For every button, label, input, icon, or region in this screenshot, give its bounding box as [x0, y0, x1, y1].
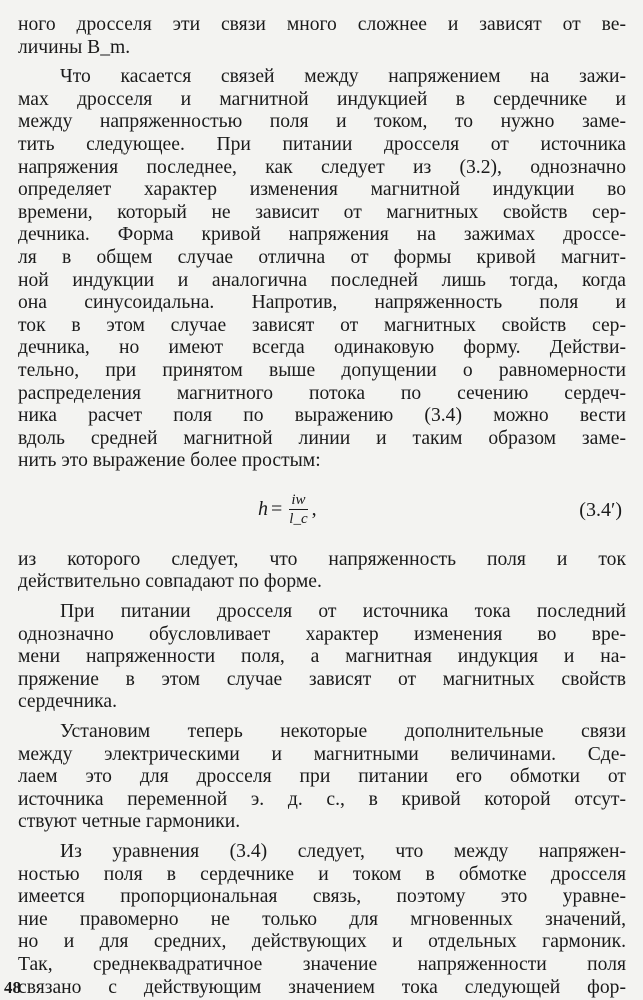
text-line: она синусоидальна. Напротив, напряженность поля и — [18, 292, 626, 314]
formula-denominator: l_c — [289, 510, 308, 527]
page-number: 48 — [4, 978, 21, 997]
text-line: личины B_m. — [18, 36, 131, 58]
text-line: ток в этом случае зависят от магнитных свойств сер- — [18, 314, 626, 336]
text-line: нить это выражение более простым: — [18, 450, 321, 472]
text-line: напряжения последнее, как следует из (3.2), однозначно — [18, 156, 626, 178]
page-body — [18, 14, 626, 999]
text-line: из которого следует, что напряженность поля и ток — [18, 548, 626, 570]
text-line: действительно совпадают по форме. — [18, 571, 322, 593]
text-line: определяет характер изменения магнитной индукции во — [18, 179, 626, 201]
text-line: но и для средних, действующих и отдельных гармоник. — [18, 931, 626, 953]
formula-numerator: iw — [291, 491, 306, 508]
text-line: вдоль средней магнитной линии и таким образом заме- — [18, 427, 626, 449]
formula-fraction — [289, 491, 307, 528]
paragraph-2 — [18, 549, 626, 594]
paragraph-3 — [18, 601, 626, 714]
text-line: При питании дросселя от источника тока последний — [60, 601, 626, 623]
equation-expression — [258, 491, 317, 528]
text-line: ника расчет поля по выражению (3.4) можно вести — [18, 405, 626, 427]
text-line: имеется пропорциональная связь, поэтому это уравне- — [18, 886, 626, 908]
text-line: распределения магнитного потока по сечению сердеч- — [18, 382, 626, 404]
text-line: тельно, при принятом выше допущении о равномерности — [18, 359, 626, 381]
text-line: мени напряженности поля, а магнитная индукция и на- — [18, 646, 626, 668]
text-line: дечника, но имеют всегда одинаковую форму. Действи- — [18, 337, 626, 359]
text-line: источника переменной э. д. с., в кривой которой отсут- — [18, 788, 626, 810]
text-line: однозначно обусловливает характер изменения во вре- — [18, 623, 626, 645]
text-line: лаем это для дросселя при питании его обмотки от — [18, 766, 626, 788]
equation-3-4-prime — [18, 487, 626, 539]
text-line: ной индукции и аналогична последней лишь тогда, когда — [18, 269, 626, 291]
text-line: ля в общем случае отлична от формы кривой магнит- — [18, 246, 626, 268]
text-line: ние правомерно не только для мгновенных значений, — [18, 908, 626, 930]
paragraph-4 — [18, 721, 626, 834]
text-line: ностью поля в сердечнике и током в обмотке дросселя — [18, 863, 626, 885]
formula-comma: , — [311, 497, 317, 520]
text-line: между электрическими и магнитными величинами. Сде- — [18, 743, 626, 765]
text-line: времени, который не зависит от магнитных свойств сер- — [18, 201, 626, 223]
paragraph-5 — [18, 841, 626, 999]
text-line: ствуют четные гармоники. — [18, 811, 241, 833]
text-line: мах дросселя и магнитной индукцией в сердечнике и — [18, 88, 626, 110]
formula-lhs: h — [258, 497, 268, 520]
text-line: связано с действующим значением тока следующей фор- — [18, 976, 626, 998]
formula-equals: = — [271, 497, 283, 520]
text-line: пряжение в этом случае зависят от магнитных свойств — [18, 668, 626, 690]
text-line: Из уравнения (3.4) следует, что между напряжен- — [60, 841, 626, 862]
text-line: тить следующее. При питании дросселя от источника — [18, 133, 626, 155]
text-line: Установим теперь некоторые дополнительные связи — [60, 721, 626, 743]
text-line: дечника. Форма кривой напряжения на зажимах дроссе- — [18, 224, 626, 246]
text-line: между напряженностью поля и током, то нужно заме- — [18, 111, 626, 133]
text-line: Что касается связей между напряжением на зажи- — [60, 66, 626, 88]
text-line: ного дросселя эти связи много сложнее и зависят от ве- — [18, 14, 626, 35]
equation-number: (3.4′) — [579, 498, 622, 521]
text-line: Так, среднеквадратичное значение напряженности поля — [18, 953, 626, 975]
text-line: сердечника. — [18, 691, 117, 713]
paragraph-1 — [18, 66, 626, 473]
paragraph-0 — [18, 14, 626, 59]
